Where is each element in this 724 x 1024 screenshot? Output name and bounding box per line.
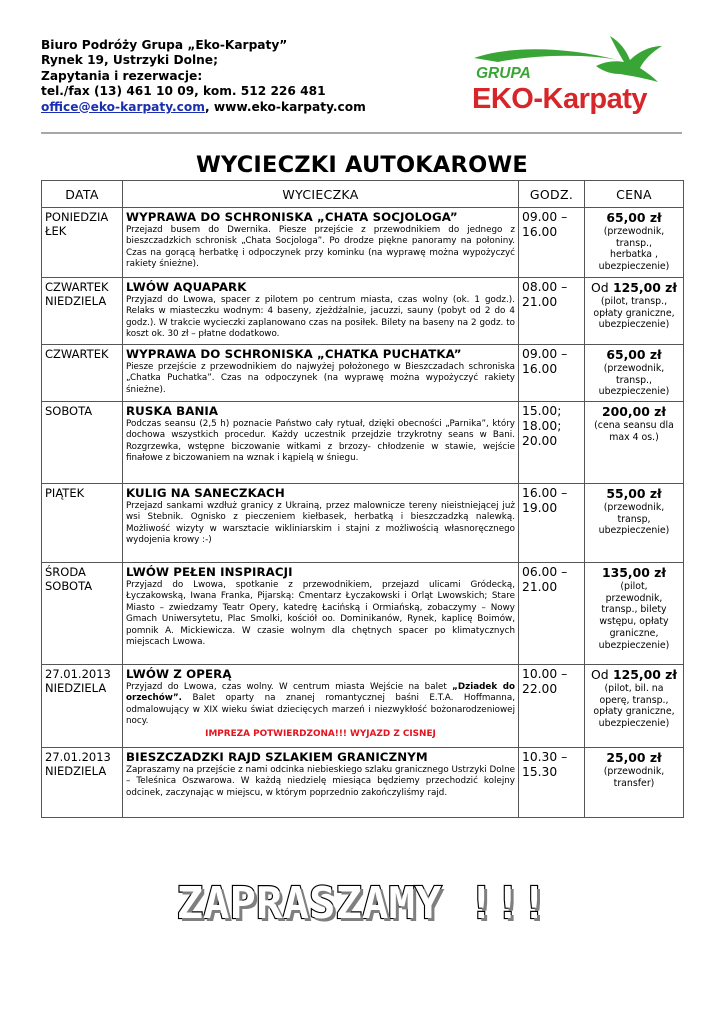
trip-time: 10.30 – 15.30 — [519, 748, 585, 818]
trip-date: 27.01.2013 NIEDZIELA — [42, 665, 123, 748]
table-row — [42, 563, 684, 665]
trip-description: Przyjazd do Lwowa, spotkanie z przewodnikiem, przejazd ulicami Gródecką, Łyczakowską, Iwana Franka, Pijarską: Cmentarz Łyczakowski i Orląt Lwowskich; Stare Miasto – zwiedzamy Teatr Opery, katedrę Łacińską i Ormiańską, zobaczymy – Nowy Gmach Uniwersytetu, Plac Smolki, kościół oo. Dominikanów, Rynek, kaplicę Boimów, pomnik A. Mickiewicza. W czasie wolnym dla chętnych spacer po klimatycznych miejscach Lwowa. — [126, 579, 515, 648]
trip-description: Przejazd busem do Dwernika. Piesze przejście z przewodnikiem do jednego z bieszczadzkich schronisk „Chata Socjologa”. Po drodze piękne panoramy na połoniny. Czas na gorącą herbatkę i odpoczynek przy kominku (na wyprawę można wypożyczyć rakiety śnieżne). — [126, 224, 515, 270]
trip-price — [585, 208, 684, 278]
header-divider — [41, 132, 682, 134]
agency-web-line — [41, 100, 366, 115]
trip-cell — [123, 402, 519, 484]
company-logo — [468, 32, 678, 122]
trip-description: Zapraszamy na przejście z nami odcinka niebieskiego szlaku granicznego Ustrzyki Dolne – Teleśnica Oszwarowa. W każdą niedzielę miesiąca będziemy przechodzić kolejny odcinek, zaczynając w miejscu, w którym poprzednio zakończyliśmy rajd. — [126, 764, 515, 798]
trip-description: Przyjazd do Lwowa, czas wolny. W centrum miasta Wejście na balet „Dziadek do orzechów”. Balet oparty na znanej romantycznej baśni E.T.A. Hoffmanna, odmalowujący w XIX wieku świat dziecięcych marzeń i niezwykłość bożonarodzeniowej nocy. — [126, 681, 515, 727]
price-note: (przewodnik, transp., ubezpieczenie) — [598, 363, 670, 398]
trip-time: 09.00 – 16.00 — [519, 208, 585, 278]
table-row — [42, 665, 684, 748]
price-note: (cena seansu dla max 4 os.) — [594, 420, 674, 443]
trip-name: KULIG NA SANECZKACH — [126, 486, 285, 500]
trip-price — [585, 402, 684, 484]
price-note: (pilot, transp., opłaty graniczne, ubezpieczenie) — [593, 296, 675, 331]
table-row — [42, 278, 684, 345]
trip-name: WYPRAWA DO SCHRONISKA „CHATKA PUCHATKA” — [126, 347, 462, 361]
trip-cell — [123, 345, 519, 402]
price-amount: 55,00 zł — [606, 486, 662, 501]
trip-name: WYPRAWA DO SCHRONISKA „CHATA SOCJOLOGA” — [126, 210, 458, 224]
trip-price — [585, 278, 684, 345]
trip-time: 08.00 – 21.00 — [519, 278, 585, 345]
trip-price — [585, 484, 684, 563]
price-note: (pilot, przewodnik, transp., bilety wstępu, opłaty graniczne, ubezpieczenie) — [598, 581, 670, 651]
price-amount: 65,00 zł — [606, 347, 662, 362]
header-time: GODZ. — [519, 181, 585, 208]
table-row — [42, 484, 684, 563]
trip-price — [585, 665, 684, 748]
trip-name: BIESZCZADZKI RAJD SZLAKIEM GRANICZNYM — [126, 750, 428, 764]
price-amount: 135,00 zł — [602, 565, 666, 580]
table-row — [42, 402, 684, 484]
trip-name: LWÓW PEŁEN INSPIRACJI — [126, 565, 293, 579]
trip-price — [585, 748, 684, 818]
trip-cell — [123, 563, 519, 665]
price-note: (przewodnik, transp., herbatka , ubezpieczenie) — [598, 226, 670, 273]
trip-name: RUSKA BANIA — [126, 404, 219, 418]
table-row — [42, 208, 684, 278]
confirmation-notice: IMPREZA POTWIERDZONA!!! WYJAZD Z CISNEJ — [205, 728, 436, 739]
table-header-row — [42, 181, 684, 208]
trip-date: PIĄTEK — [42, 484, 123, 563]
trip-time: 16.00 – 19.00 — [519, 484, 585, 563]
trip-price — [585, 345, 684, 402]
closing-text: ZAPRASZAMY !!! — [176, 878, 548, 929]
email-link[interactable]: office@eko-karpaty.com — [41, 99, 205, 114]
header-trip: WYCIECZKA — [123, 181, 519, 208]
logo-swoosh — [474, 49, 618, 62]
price-note: (przewodnik, transfer) — [603, 766, 665, 789]
trip-cell — [123, 665, 519, 748]
trip-date: CZWARTEK — [42, 345, 123, 402]
trip-time: 10.00 – 22.00 — [519, 665, 585, 748]
table-row — [42, 748, 684, 818]
price-amount: Od 125,00 zł — [591, 280, 677, 295]
trip-date: SOBOTA — [42, 402, 123, 484]
price-note: (przewodnik, transp, ubezpieczenie) — [598, 502, 670, 537]
agency-phone: tel./fax (13) 461 10 09, kom. 512 226 481 — [41, 84, 326, 99]
trip-date: 27.01.2013 NIEDZIELA — [42, 748, 123, 818]
trip-name: LWÓW Z OPERĄ — [126, 667, 232, 681]
price-amount: Od 125,00 zł — [591, 667, 677, 682]
logo-top-text: GRUPA — [476, 65, 531, 82]
trip-cell — [123, 208, 519, 278]
agency-contact-block — [41, 38, 366, 115]
trip-date: CZWARTEK NIEDZIELA — [42, 278, 123, 345]
closing-banner — [0, 878, 724, 929]
trip-time: 06.00 – 21.00 — [519, 563, 585, 665]
website-text: , www.eko-karpaty.com — [204, 99, 366, 114]
agency-address: Rynek 19, Ustrzyki Dolne; — [41, 53, 218, 68]
price-amount: 200,00 zł — [602, 404, 666, 419]
trip-cell — [123, 748, 519, 818]
price-note: (pilot, bil. na operę, transp., opłaty graniczne, ubezpieczenie) — [593, 683, 675, 730]
agency-name: Biuro Podróży Grupa „Eko-Karpaty” — [41, 38, 288, 52]
trip-time: 09.00 – 16.00 — [519, 345, 585, 402]
trip-description: Piesze przejście z przewodnikiem do najwyżej położonego w Bieszczadach schroniska „Chatka Puchatka”. Czas na odpoczynek (na wyprawę można wypożyczyć rakiety śnieżne). — [126, 361, 515, 395]
trips-table — [41, 180, 684, 818]
trip-description: Przyjazd do Lwowa, spacer z pilotem po centrum miasta, czas wolny (ok. 1 godz.). Relaks w miasteczku wodnym: 4 baseny, zjeżdżalnie, jacuzzi, sauny (pobyt od 2 do 4 godz.). W trakcie wycieczki zaplanowano czas na posiłek. Bilety na baseny na 2 godz. to koszt ok. 30 zł – płatne dodatkowo. — [126, 294, 515, 340]
trip-time: 15.00; 18.00; 20.00 — [519, 402, 585, 484]
trip-price — [585, 563, 684, 665]
trip-description: Podczas seansu (2,5 h) poznacie Państwo cały rytuał, dzięki obecności „Parnika”, który dochowa wszystkich procedur. Każdy uczestnik przejdzie trzykrotny seans w Bani. Rozgrzewka, wstępne biczowanie witkami z brzozy- chłodzenie w stawie, wejście finałowe z biczowaniem na wznak i kąpielą w śniegu. — [126, 418, 515, 464]
trip-date: PONIEDZIA ŁEK — [42, 208, 123, 278]
trip-name: LWÓW AQUAPARK — [126, 280, 247, 294]
logo-main-text: EKO-Karpaty — [472, 83, 647, 115]
trip-date: ŚRODA SOBOTA — [42, 563, 123, 665]
price-amount: 25,00 zł — [606, 750, 662, 765]
table-row — [42, 345, 684, 402]
trip-cell — [123, 484, 519, 563]
trip-cell — [123, 278, 519, 345]
header-date: DATA — [42, 181, 123, 208]
agency-inquiries-label: Zapytania i rezerwacje: — [41, 68, 203, 83]
header-price: CENA — [585, 181, 684, 208]
logo-bird-icon — [596, 36, 662, 82]
trip-description: Przejazd sankami wzdłuż granicy z Ukrainą, przez malownicze tereny nieistniejącej już wsi Stebnik. Ognisko z pieczeniem kiełbasek, herbatką i bieszczadzką nalewką. Możliwość wizyty w warsztacie wikliniarskim i stajni z możliwością własnoręcznego wydojenia krowy :-) — [126, 500, 515, 546]
price-amount: 65,00 zł — [606, 210, 662, 225]
page-title: WYCIECZKI AUTOKAROWE — [196, 152, 528, 178]
